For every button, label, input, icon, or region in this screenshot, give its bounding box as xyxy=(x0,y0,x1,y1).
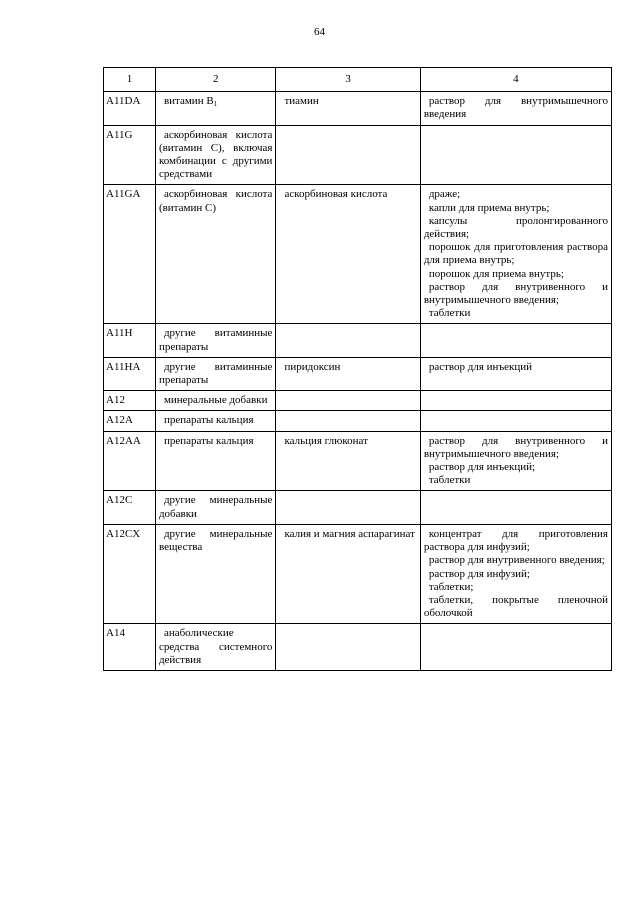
table-row xyxy=(104,391,612,411)
inn-cell: тиамин xyxy=(276,92,420,125)
atc-code-cell: A11G xyxy=(104,125,156,185)
group-cell xyxy=(155,92,276,125)
group-cell xyxy=(155,357,276,390)
table-row xyxy=(104,357,612,390)
group-cell xyxy=(155,391,276,411)
dosage-form: раствор для инфузий; xyxy=(428,567,530,580)
table-row xyxy=(104,431,612,491)
atc-code-cell: A12C xyxy=(104,491,156,524)
column-header: 3 xyxy=(276,68,420,92)
inn-cell: пиридоксин xyxy=(276,357,420,390)
dosage-form: раствор для инъекций; xyxy=(428,461,536,474)
dosage-form: раствор для внутривенного введения; xyxy=(428,554,605,567)
atc-code-cell: A14 xyxy=(104,624,156,671)
drug-table xyxy=(103,67,612,671)
group-cell xyxy=(155,185,276,324)
dosage-form: таблетки, покрытые пленочной оболочкой xyxy=(423,593,608,620)
table-row xyxy=(104,524,612,623)
page-number: 64 xyxy=(314,26,325,38)
group-text: препараты кальция xyxy=(163,434,254,447)
inn-cell: калия и магния аспарагинат xyxy=(276,524,420,623)
group-text: аскорбиновая кислота (витамин C), включая комбинации с другими средствами xyxy=(158,128,273,181)
table-row xyxy=(104,185,612,324)
group-cell xyxy=(155,524,276,623)
table-row xyxy=(104,125,612,185)
dosage-form: концентрат для приготовления раствора для инфузий; xyxy=(423,527,608,554)
group-text: другие витаминные препараты xyxy=(158,360,273,387)
dosage-form: порошок для приема внутрь; xyxy=(428,267,564,280)
table-row xyxy=(104,92,612,125)
dosage-forms-cell xyxy=(420,524,611,623)
dosage-forms-cell xyxy=(420,185,611,324)
table-row xyxy=(104,624,612,671)
table-row xyxy=(104,411,612,431)
inn-cell xyxy=(276,391,420,411)
inn-cell xyxy=(276,491,420,524)
dosage-forms-cell xyxy=(420,391,611,411)
group-text: другие витаминные препараты xyxy=(158,327,273,353)
atc-code-cell: A12 xyxy=(104,391,156,411)
dosage-form: порошок для приготовления раствора для приема внутрь; xyxy=(423,241,608,267)
atc-code-cell: A11HA xyxy=(104,357,156,390)
group-cell xyxy=(155,324,276,357)
inn-cell: кальция глюконат xyxy=(276,431,420,491)
inn-cell xyxy=(276,624,420,671)
group-cell xyxy=(155,431,276,491)
group-cell xyxy=(155,125,276,185)
dosage-forms-cell xyxy=(420,324,611,357)
inn-cell xyxy=(276,125,420,185)
atc-code-cell: A12AA xyxy=(104,431,156,491)
dosage-form: капли для приема внутрь; xyxy=(428,201,550,214)
dosage-form: раствор для внутривенного и внутримышечного введения; xyxy=(423,280,608,307)
group-cell xyxy=(155,624,276,671)
dosage-form: раствор для внутривенного и внутримышечного введения; xyxy=(423,434,608,460)
group-text: минеральные добавки xyxy=(163,394,268,407)
atc-code-cell: A11H xyxy=(104,324,156,357)
column-header: 1 xyxy=(104,68,156,92)
atc-code-cell: A12A xyxy=(104,411,156,431)
dosage-forms-cell xyxy=(420,624,611,671)
dosage-forms-cell xyxy=(420,357,611,390)
group-text: витамин B xyxy=(163,95,214,108)
dosage-form: капсулы пролонгированного действия; xyxy=(423,214,608,241)
table-row xyxy=(104,491,612,524)
column-header: 4 xyxy=(420,68,611,92)
dosage-form: таблетки; xyxy=(428,580,474,593)
group-cell xyxy=(155,411,276,431)
group-text: другие минеральные вещества xyxy=(158,527,273,554)
dosage-form: таблетки xyxy=(428,307,471,320)
group-cell xyxy=(155,491,276,524)
dosage-forms-cell xyxy=(420,125,611,185)
inn-cell: аскорбиновая кислота xyxy=(276,185,420,324)
group-text: препараты кальция xyxy=(163,414,254,427)
column-header: 2 xyxy=(155,68,276,92)
dosage-form: раствор для инъекций xyxy=(428,360,533,373)
table-row xyxy=(104,324,612,357)
group-subscript: 1 xyxy=(213,100,218,109)
dosage-forms-cell xyxy=(420,411,611,431)
atc-code-cell: A11GA xyxy=(104,185,156,324)
dosage-forms-cell xyxy=(420,491,611,524)
dosage-form: раствор для внутримышечного введения xyxy=(423,95,608,121)
group-text: аскорбиновая кислота (витамин C) xyxy=(158,188,273,214)
inn-cell xyxy=(276,324,420,357)
group-text: другие минеральные добавки xyxy=(158,494,273,520)
dosage-form: таблетки xyxy=(428,474,471,487)
table-body xyxy=(104,92,612,671)
atc-code-cell: A11DA xyxy=(104,92,156,125)
group-text: анаболические средства системного действия xyxy=(158,627,273,666)
inn-cell xyxy=(276,411,420,431)
dosage-forms-cell xyxy=(420,431,611,491)
header-row xyxy=(104,68,612,92)
atc-code-cell: A12CX xyxy=(104,524,156,623)
dosage-forms-cell xyxy=(420,92,611,125)
dosage-form: драже; xyxy=(428,188,461,201)
